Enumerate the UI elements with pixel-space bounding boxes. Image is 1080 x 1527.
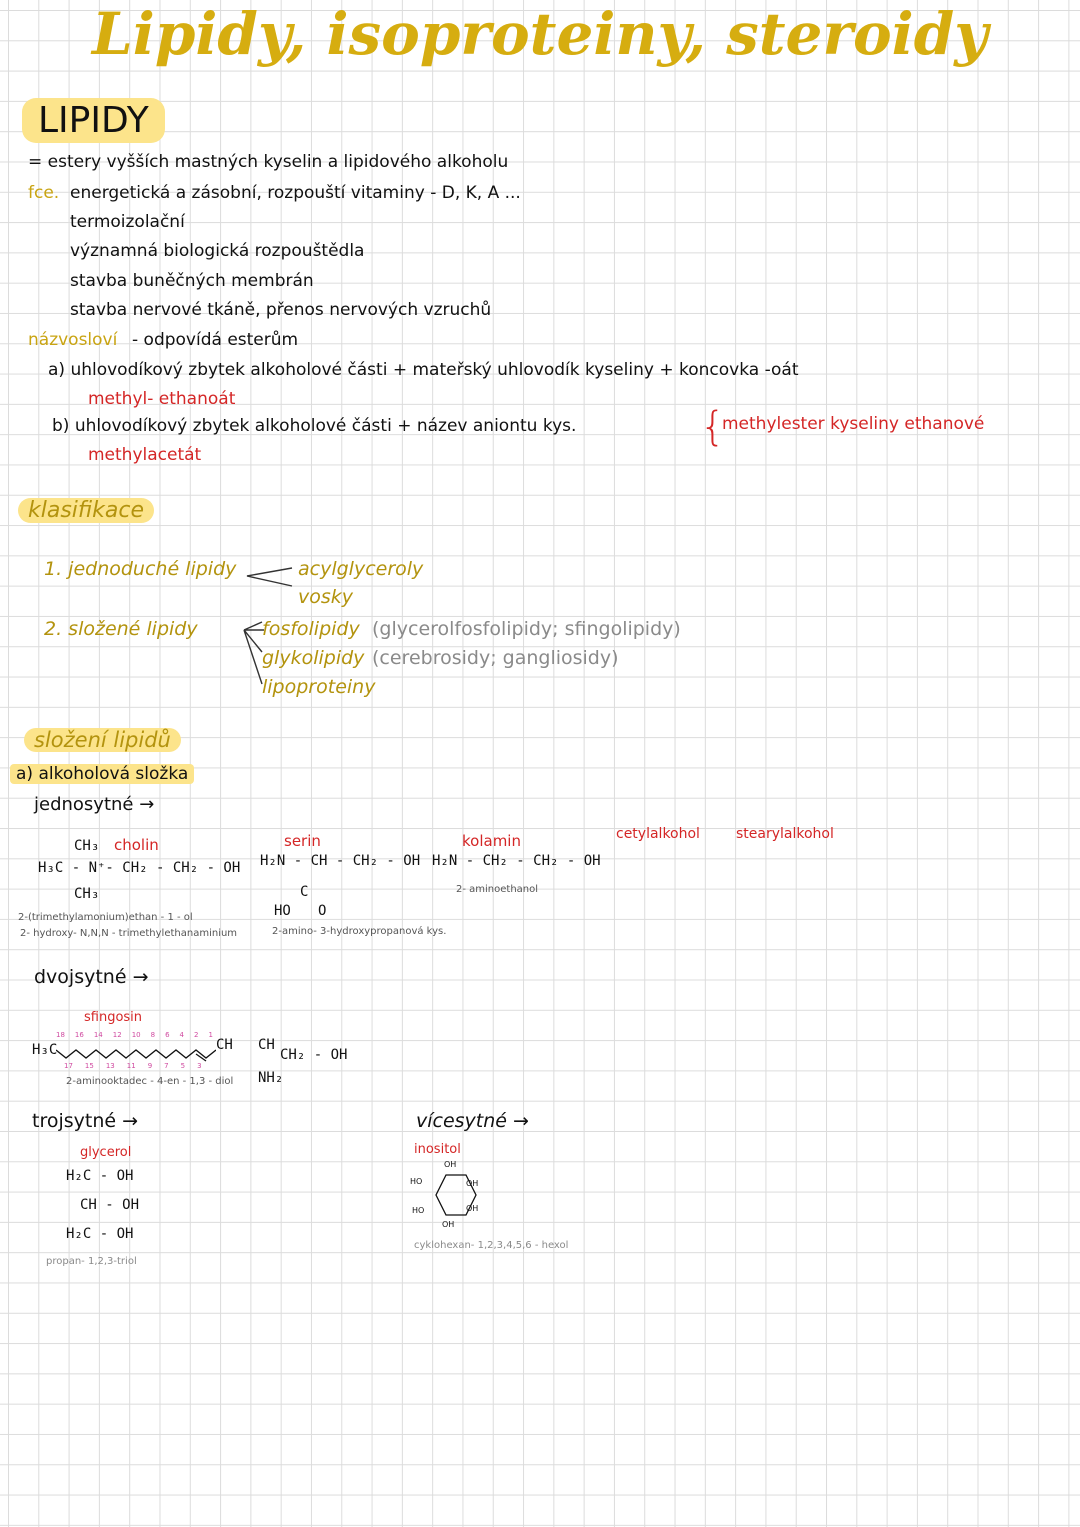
cholin-ch3-top: CH₃ <box>74 838 100 854</box>
jednosytne: jednosytné → <box>34 794 155 815</box>
trojsytne: trojsytné → <box>32 1110 139 1132</box>
inositol-oh: OH <box>466 1179 479 1188</box>
carbon-number: 17 <box>64 1062 73 1070</box>
heading-lipidy: LIPIDY <box>22 98 165 143</box>
kolamin-formula: H₂N - CH₂ - CH₂ - OH <box>432 853 601 869</box>
kolamin-name: kolamin <box>462 832 521 850</box>
function-item: významná biologická rozpouštědla <box>70 241 365 261</box>
sfingosin-name: sfingosin <box>84 1010 143 1025</box>
serin-carbon: C <box>300 884 309 900</box>
heading-klasifikace: klasifikace <box>18 498 154 523</box>
complex-lipids: 2. složené lipidy <box>44 618 198 640</box>
carbon-number: 8 <box>150 1031 156 1039</box>
sfingosin-iupac: 2-aminooktadec - 4-en - 1,3 - diol <box>66 1076 234 1087</box>
glycerol-line: CH - OH <box>80 1197 140 1213</box>
cholin-iupac-2: 2- hydroxy- N,N,N - trimethylethanaminium <box>20 928 238 939</box>
example-a: methyl- ethanoát <box>88 389 236 409</box>
note-glykolipidy: (cerebrosidy; gangliosidy) <box>372 647 619 669</box>
child-vosky: vosky <box>298 586 354 608</box>
carbon-number: 15 <box>84 1062 94 1070</box>
carbon-number: 2 <box>194 1031 199 1039</box>
inositol-oh: OH <box>444 1160 457 1169</box>
sfingosin-ch-2: CH <box>258 1037 275 1053</box>
carbon-number: 18 <box>56 1031 65 1039</box>
inositol-oh: OH <box>442 1220 455 1229</box>
cholin-name: cholin <box>114 836 159 854</box>
sfingosin-nh2: NH₂ <box>258 1070 284 1086</box>
carbon-number: 3 <box>197 1062 202 1070</box>
sfingosin-ch-1: CH <box>216 1037 233 1053</box>
child-lipoproteiny: lipoproteiny <box>262 676 376 698</box>
cetylalkohol: cetylalkohol <box>616 826 700 842</box>
sfingosin-chain <box>56 1040 216 1064</box>
child-glykolipidy: glykolipidy <box>262 647 365 669</box>
example-b: methylacetát <box>88 445 202 465</box>
child-fosfolipidy: fosfolipidy <box>262 618 360 640</box>
rule-a: a) uhlovodíkový zbytek alkoholové části + mateřský uhlovodík kyseliny + koncovka -oát <box>48 360 799 380</box>
vicesytne: vícesytné → <box>416 1110 529 1132</box>
stearylalkohol: stearylalkohol <box>736 826 834 842</box>
cholin-iupac-1: 2-(trimethylamonium)ethan - 1 - ol <box>18 912 193 923</box>
inositol-name: inositol <box>414 1142 461 1157</box>
function-item: stavba buněčných membrán <box>70 271 314 291</box>
function-item: termoizolační <box>70 212 185 232</box>
inositol-ho: HO <box>410 1177 423 1186</box>
glycerol-line: H₂C - OH <box>66 1168 134 1184</box>
carbon-number: 7 <box>164 1062 169 1070</box>
inositol-ho: HO <box>412 1206 425 1215</box>
carbon-number: 12 <box>112 1031 122 1039</box>
serin-formula: H₂N - CH - CH₂ - OH <box>260 853 421 869</box>
brace-note: methylester kyseliny ethanové <box>722 414 985 434</box>
brace-icon: { <box>700 404 726 450</box>
dvojsytne: dvojsytné → <box>34 966 149 988</box>
page-title: Lipidy, isoproteiny, steroidy <box>92 0 988 68</box>
serin-name: serin <box>284 832 321 850</box>
kolamin-iupac: 2- aminoethanol <box>456 884 539 895</box>
glycerol-iupac: propan- 1,2,3-triol <box>46 1256 137 1267</box>
carbon-number: 13 <box>105 1062 115 1070</box>
carbon-number: 4 <box>179 1031 185 1039</box>
heading-slozeni: složení lipidů <box>24 728 181 752</box>
definition: = estery vyšších mastných kyselin a lipidového alkoholu <box>28 152 509 172</box>
glycerol-line: H₂C - OH <box>66 1226 134 1242</box>
sfingosin-tail: CH₂ - OH <box>280 1047 348 1063</box>
carbon-number: 1 <box>208 1031 213 1039</box>
carbon-numbers-top <box>56 1031 213 1039</box>
function-item: energetická a zásobní, rozpouští vitaminy - D, K, A ... <box>70 183 521 203</box>
serin-o: O <box>318 903 327 919</box>
inositol-oh: OH <box>466 1204 479 1213</box>
carbon-numbers-bottom <box>64 1062 202 1070</box>
cholin-ch3-bottom: CH₃ <box>74 886 100 902</box>
carbon-number: 14 <box>93 1031 103 1039</box>
nazvoslovi-text: - odpovídá esterům <box>132 330 299 350</box>
carbon-number: 16 <box>74 1031 84 1039</box>
carbon-number: 11 <box>126 1062 136 1070</box>
alcohol-component: a) alkoholová složka <box>10 764 194 784</box>
glycerol-name: glycerol <box>80 1145 132 1160</box>
rule-b: b) uhlovodíkový zbytek alkoholové části + název aniontu kys. <box>52 416 577 436</box>
serin-iupac: 2-amino- 3-hydroxypropanová kys. <box>272 926 447 937</box>
cholin-formula: H₃C - N⁺- CH₂ - CH₂ - OH <box>38 860 241 876</box>
inositol-iupac: cyklohexan- 1,2,3,4,5,6 - hexol <box>414 1240 569 1251</box>
sfingosin-h3c: H₃C <box>32 1042 58 1058</box>
serin-ho: HO <box>274 903 291 919</box>
fce-label: fce. <box>28 183 60 203</box>
child-acylglyceroly: acylglyceroly <box>298 558 424 580</box>
carbon-number: 9 <box>147 1062 153 1070</box>
note-fosfolipidy: (glycerolfosfolipidy; sfingolipidy) <box>372 618 681 640</box>
carbon-number: 6 <box>165 1031 170 1039</box>
carbon-number: 10 <box>131 1031 141 1039</box>
function-item: stavba nervové tkáně, přenos nervových vzruchů <box>70 300 492 320</box>
carbon-number: 5 <box>180 1062 186 1070</box>
nazvoslovi-label: názvosloví <box>28 330 118 350</box>
simple-lipids: 1. jednoduché lipidy <box>44 558 237 580</box>
